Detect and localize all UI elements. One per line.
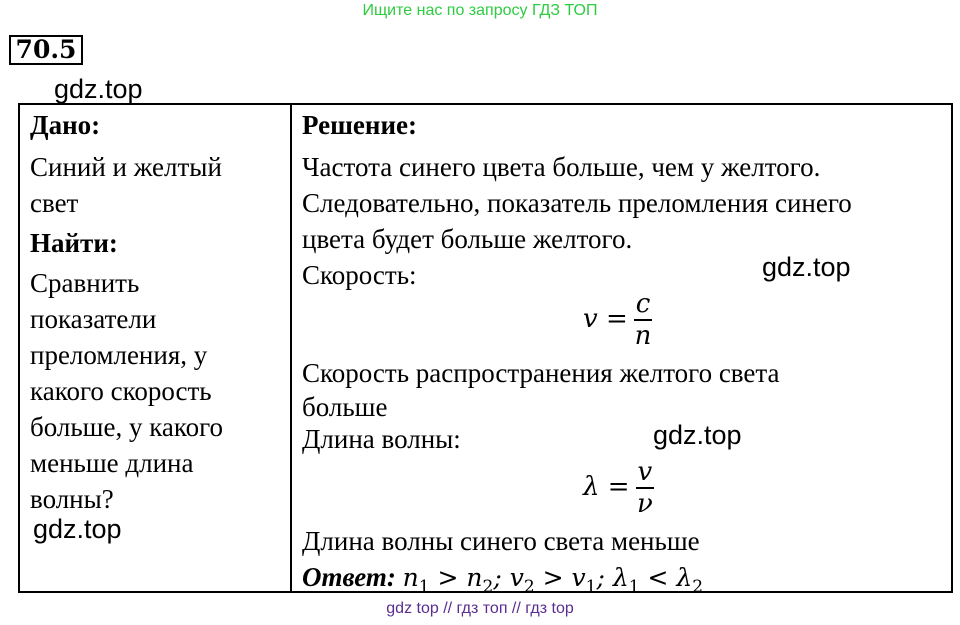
formula-denominator: n xyxy=(634,321,652,351)
solution-text: цвета будет больше желтого. xyxy=(302,224,633,254)
solution-text: Скорость распространения желтого света xyxy=(302,358,780,388)
find-line: показатели xyxy=(30,304,157,334)
solution-text: Следовательно, показатель преломления синего xyxy=(302,188,852,218)
wavelength-formula xyxy=(583,457,654,519)
find-heading: Найти: xyxy=(30,228,118,258)
watermark: gdz.top xyxy=(54,74,143,104)
watermark: gdz.top xyxy=(762,252,851,282)
find-line: волны? xyxy=(30,484,114,514)
left-column xyxy=(30,107,280,517)
answer-label: Ответ: xyxy=(302,562,396,592)
formula-numerator: c xyxy=(635,289,651,319)
given-heading: Дано: xyxy=(30,110,101,140)
formula-numerator: v xyxy=(637,457,653,487)
given-line: свет xyxy=(30,188,79,218)
formula-lhs: v = xyxy=(583,304,628,334)
solution-heading: Решение: xyxy=(302,110,417,140)
find-line: больше, у какого xyxy=(30,412,224,442)
solution-text: больше xyxy=(302,392,388,422)
find-line: какого скорость xyxy=(30,376,212,406)
solution-text: Частота синего цвета больше, чем у желтого. xyxy=(302,152,821,182)
find-line: преломления, у xyxy=(30,340,208,370)
column-divider xyxy=(290,105,292,591)
answer-line xyxy=(302,559,942,605)
speed-formula xyxy=(583,289,652,351)
watermark: gdz.top xyxy=(653,420,742,450)
footer-links: gdz top // гдз топ // гдз top xyxy=(386,600,574,617)
speed-label: Скорость: xyxy=(302,260,417,290)
wavelength-conclusion xyxy=(302,523,942,605)
answer-math: $n_1 > n_2$; $v_2 > v_1$; $\lambda_1 < \lambda_2$ xyxy=(402,563,704,597)
wavelength-label: Длина волны: xyxy=(302,424,461,454)
formula-denominator: ν xyxy=(636,489,653,519)
solution-text: Длина волны синего света меньше xyxy=(302,526,700,556)
watermark: gdz.top xyxy=(33,514,122,544)
given-line: Синий и желтый xyxy=(30,152,222,182)
solution-table xyxy=(18,103,953,597)
formula-lhs: λ = xyxy=(583,472,630,502)
search-banner: Ищите нас по запросу ГДЗ ТОП xyxy=(362,2,598,19)
task-number: 70.5 xyxy=(9,35,83,65)
speed-conclusion xyxy=(302,355,942,457)
find-line: меньше длина xyxy=(30,448,194,478)
find-line: Сравнить xyxy=(30,268,140,298)
